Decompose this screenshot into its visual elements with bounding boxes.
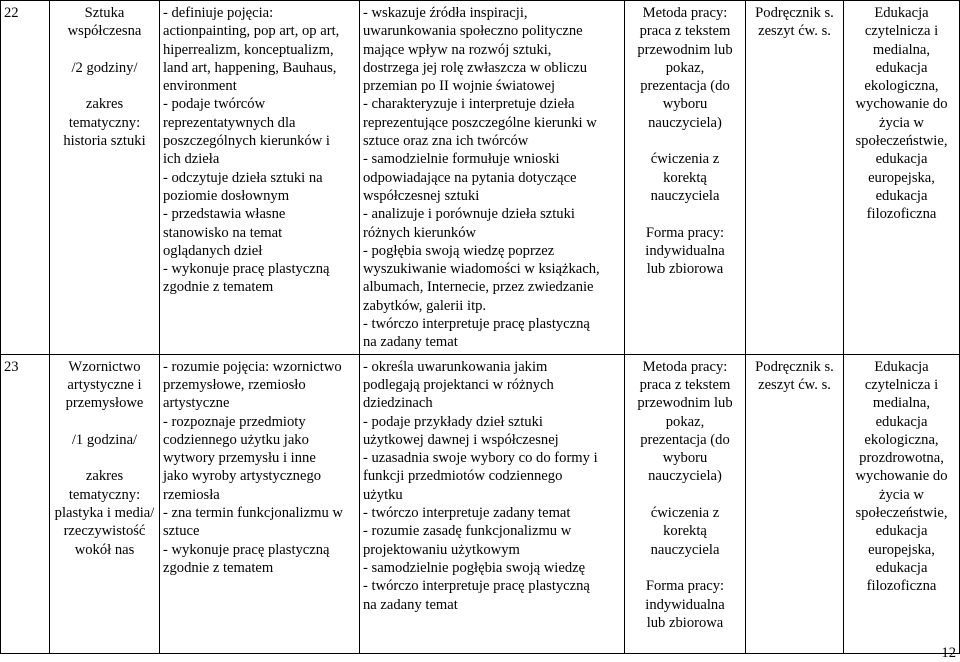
- text-line: actionpainting, pop art, op art,: [163, 23, 340, 40]
- text-line: [628, 205, 742, 223]
- text-line: indywidualna: [645, 242, 725, 259]
- teaching-materials: [746, 1, 844, 355]
- text-line: mające wpływ na rozwój sztuki,: [363, 41, 552, 58]
- text-line: prezentacja (do: [640, 78, 730, 95]
- text-line: artystyczne: [163, 395, 230, 412]
- text-line: edukacja: [875, 59, 928, 76]
- text-line: - twórczo interpretuje zadany temat: [363, 505, 571, 522]
- text-line: wokół nas: [74, 541, 135, 558]
- text-line: hiperrealizm, konceptualizm,: [163, 41, 334, 58]
- text-line: - zna termin funkcjonalizmu w: [163, 505, 343, 522]
- text-line: nauczyciela): [648, 468, 722, 485]
- text-line: reprezentatywnych dla: [163, 114, 296, 131]
- text-line: Sztuka: [84, 5, 125, 21]
- table-row: [1, 354, 960, 653]
- text-line: zeszyt ćw. s.: [758, 23, 831, 40]
- text-line: stanowisko na temat: [163, 224, 283, 241]
- text-line: Podręcznik s.: [755, 5, 834, 21]
- teaching-methods: [625, 1, 746, 355]
- text-line: ćwiczenia z: [650, 505, 720, 522]
- text-line: czytelnicza i: [864, 23, 939, 40]
- text-line: przemian po II wojnie światowej: [363, 78, 556, 95]
- text-line: - uzasadnia swoje wybory co do formy i: [363, 450, 598, 467]
- text-line: filozoficzna: [866, 206, 937, 223]
- text-line: edukacja: [875, 151, 928, 168]
- text-line: Forma pracy:: [645, 224, 725, 241]
- text-line: zgodnie z tematem: [163, 279, 274, 296]
- text-line: [53, 413, 156, 431]
- text-line: [53, 77, 156, 95]
- teaching-methods: [625, 354, 746, 653]
- text-line: nauczyciela): [648, 114, 722, 131]
- teaching-materials: [746, 354, 844, 653]
- text-line: użytku: [363, 486, 403, 503]
- text-line: - odczytuje dzieła sztuki na: [163, 169, 323, 186]
- lesson-topic: [50, 354, 160, 653]
- text-line: - charakteryzuje i interpretuje dzieła: [363, 96, 575, 113]
- text-line: medialna,: [872, 395, 931, 412]
- text-line: prozdrowotna,: [859, 450, 944, 467]
- text-line: codziennego użytku jako: [163, 431, 309, 448]
- text-line: zeszyt ćw. s.: [758, 376, 831, 393]
- text-line: użytkowej dawnej i współczesnej: [363, 431, 559, 448]
- text-line: różnych kierunków: [363, 224, 477, 241]
- text-line: sztuce: [163, 523, 200, 540]
- text-line: - rozpoznaje przedmioty: [163, 413, 306, 430]
- text-line: zakres: [85, 468, 124, 485]
- text-line: wyszukiwanie wiadomości w książkach,: [363, 261, 600, 278]
- text-line: - analizuje i porównuje dzieła sztuki: [363, 206, 575, 223]
- text-line: przewodnim lub: [637, 395, 733, 412]
- text-line: - wykonuje pracę plastyczną: [163, 261, 330, 278]
- text-line: zabytków, galerii itp.: [363, 297, 487, 314]
- text-line: historia sztuki: [63, 133, 146, 150]
- text-line: wychowanie do: [855, 468, 948, 485]
- text-line: przemysłowe: [65, 395, 144, 412]
- text-line: - przedstawia własne: [163, 206, 286, 223]
- text-line: pokaz,: [665, 413, 705, 430]
- text-line: plastyka i media/: [54, 505, 155, 522]
- extended-requirements: [360, 354, 625, 653]
- text-line: ekologiczna,: [864, 78, 939, 95]
- table-row: [1, 1, 960, 355]
- text-line: współczesna: [67, 23, 142, 40]
- text-line: - definiuje pojęcia:: [163, 5, 274, 21]
- text-line: ich dzieła: [163, 151, 220, 168]
- text-line: poziomie dosłownym: [163, 187, 290, 204]
- lesson-number: 22: [1, 1, 50, 355]
- extended-requirements: [360, 1, 625, 355]
- text-line: medialna,: [872, 41, 931, 58]
- text-line: albumach, Internecie, przez zwiedzanie: [363, 279, 594, 296]
- text-line: - określa uwarunkowania jakim: [363, 358, 548, 375]
- text-line: - wykonuje pracę plastyczną: [163, 541, 330, 558]
- text-line: wytwory przemysłu i inne: [163, 450, 316, 467]
- text-line: Forma pracy:: [645, 578, 725, 595]
- text-line: współczesnej sztuki: [363, 187, 480, 204]
- basic-requirements: [160, 354, 360, 653]
- text-line: nauczyciela: [650, 541, 720, 558]
- text-line: zgodnie z tematem: [163, 559, 274, 576]
- text-line: - rozumie zasadę funkcjonalizmu w: [363, 523, 572, 540]
- text-line: prezentacja (do: [640, 431, 730, 448]
- text-line: reprezentujące poszczególne kierunki w: [363, 114, 597, 131]
- text-line: - podaje twórców: [163, 96, 266, 113]
- text-line: na zadany temat: [363, 334, 458, 351]
- text-line: przemysłowe, rzemiosło: [163, 376, 306, 393]
- text-line: życia w: [879, 114, 924, 131]
- text-line: praca z tekstem: [639, 23, 731, 40]
- text-line: praca z tekstem: [639, 376, 731, 393]
- text-line: europejska,: [868, 541, 935, 558]
- text-line: ekologiczna,: [864, 431, 939, 448]
- text-line: environment: [163, 78, 237, 95]
- text-line: wyboru: [662, 450, 708, 467]
- text-line: artystyczne i: [67, 376, 142, 393]
- text-line: - podaje przykłady dzieł sztuki: [363, 413, 543, 430]
- text-line: Metoda pracy:: [642, 358, 728, 375]
- text-line: wyboru: [662, 96, 708, 113]
- text-line: [53, 41, 156, 59]
- text-line: Wzornictwo: [68, 358, 141, 375]
- text-line: poszczególnych kierunków i: [163, 133, 330, 150]
- text-line: życia w: [879, 486, 924, 503]
- text-line: korektą: [663, 169, 707, 186]
- text-line: czytelnicza i: [864, 376, 939, 393]
- text-line: rzeczywistość: [63, 523, 146, 540]
- text-line: Edukacja: [874, 5, 929, 21]
- text-line: land art, happening, Bauhaus,: [163, 59, 337, 76]
- text-line: - twórczo interpretuje pracę plastyczną: [363, 578, 590, 595]
- text-line: korektą: [663, 523, 707, 540]
- text-line: europejska,: [868, 169, 935, 186]
- text-line: oglądanych dzieł: [163, 242, 263, 259]
- text-line: edukacja: [875, 413, 928, 430]
- text-line: funkcji przedmiotów codziennego: [363, 468, 563, 485]
- text-line: społeczeństwie,: [855, 133, 948, 150]
- text-line: - twórczo interpretuje pracę plastyczną: [363, 316, 590, 333]
- text-line: [628, 486, 742, 504]
- text-line: rzemiosła: [163, 486, 220, 503]
- cross-curricular-education: [844, 1, 960, 355]
- text-line: - wskazuje źródła inspiracji,: [363, 5, 528, 21]
- text-line: zakres: [85, 96, 124, 113]
- text-line: /1 godzina/: [71, 431, 138, 448]
- text-line: pokaz,: [665, 59, 705, 76]
- text-line: jako wyroby artystycznego: [163, 468, 322, 485]
- text-line: edukacja: [875, 187, 928, 204]
- text-line: - samodzielnie formułuje wnioski: [363, 151, 560, 168]
- text-line: dziedzinach: [363, 395, 433, 412]
- text-line: lub zbiorowa: [646, 261, 724, 278]
- text-line: [628, 132, 742, 150]
- text-line: indywidualna: [645, 596, 725, 613]
- text-line: lub zbiorowa: [646, 614, 724, 631]
- text-line: edukacja: [875, 559, 928, 576]
- text-line: odpowiadające na pytania dotyczące: [363, 169, 577, 186]
- text-line: edukacja: [875, 523, 928, 540]
- text-line: [53, 449, 156, 467]
- basic-requirements: [160, 1, 360, 355]
- text-line: Metoda pracy:: [642, 5, 728, 21]
- text-line: - rozumie pojęcia: wzornictwo: [163, 358, 342, 375]
- text-line: Podręcznik s.: [755, 358, 834, 375]
- text-line: na zadany temat: [363, 596, 458, 613]
- text-line: uwarunkowania społeczno polityczne: [363, 23, 583, 40]
- text-line: nauczyciela: [650, 187, 720, 204]
- text-line: dostrzega jej rolę zwłaszcza w obliczu: [363, 59, 588, 76]
- text-line: [628, 559, 742, 577]
- text-line: tematyczny:: [68, 486, 141, 503]
- text-line: filozoficzna: [866, 578, 937, 595]
- text-line: - samodzielnie pogłębia swoją wiedzę: [363, 559, 586, 576]
- text-line: - pogłębia swoją wiedzę poprzez: [363, 242, 555, 259]
- page-number: 12: [941, 645, 956, 661]
- lesson-topic: [50, 1, 160, 355]
- text-line: wychowanie do: [855, 96, 948, 113]
- text-line: społeczeństwie,: [855, 505, 948, 522]
- text-line: tematyczny:: [68, 114, 141, 131]
- text-line: projektowaniu użytkowym: [363, 541, 520, 558]
- text-line: ćwiczenia z: [650, 151, 720, 168]
- text-line: Edukacja: [874, 358, 929, 375]
- text-line: /2 godziny/: [71, 59, 138, 76]
- lesson-number: 23: [1, 354, 50, 653]
- text-line: przewodnim lub: [637, 41, 733, 58]
- text-line: podlegają projektanci w różnych: [363, 376, 554, 393]
- cross-curricular-education: [844, 354, 960, 653]
- text-line: sztuce oraz zna ich twórców: [363, 133, 529, 150]
